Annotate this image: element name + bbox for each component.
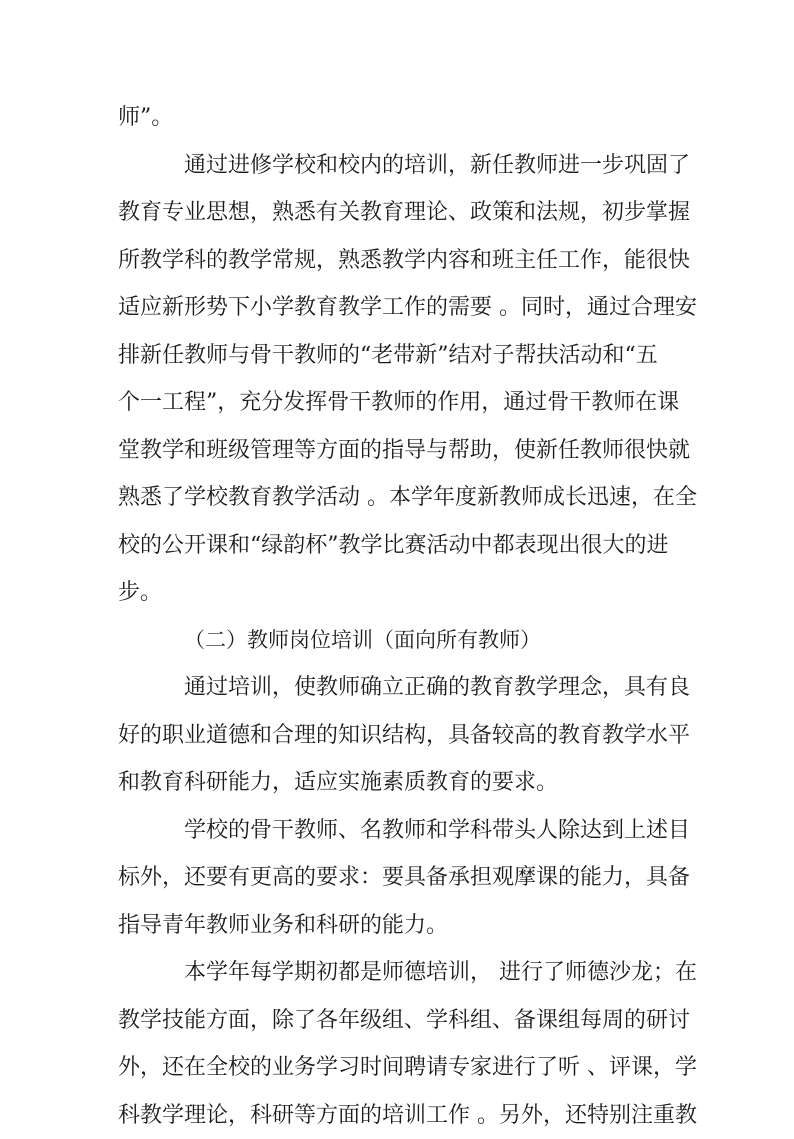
text-line: 师”。 xyxy=(118,94,674,142)
text-line: 教育专业思想，熟悉有关教育理论、政策和法规，初步掌握 xyxy=(118,189,674,237)
text-line: 好的职业道德和合理的知识结构，具备较高的教育教学水平 xyxy=(118,712,674,760)
paragraph-start: 本学年每学期初都是师德培训， 进行了师德沙龙；在 xyxy=(118,949,674,997)
text-line: 步。 xyxy=(118,569,674,617)
paragraph-start: 通过培训，使教师确立正确的教育教学理念，具有良 xyxy=(118,664,674,712)
paragraph-start: 学校的骨干教师、名教师和学科带头人除达到上述目 xyxy=(118,807,674,855)
text-line: 指导青年教师业务和科研的能力。 xyxy=(118,902,674,950)
text-line: 适应新形势下小学教育教学工作的需要 。同时，通过合理安 xyxy=(118,284,674,332)
text-line: 校的公开课和“绿韵杯”教学比赛活动中都表现出很大的进 xyxy=(118,522,674,570)
text-line: 个一工程”，充分发挥骨干教师的作用，通过骨干教师在课 xyxy=(118,379,674,427)
document-page xyxy=(118,94,674,1139)
text-line: 科教学理论，科研等方面的培训工作 。另外，还特别注重教 xyxy=(118,1092,674,1139)
text-line: 和教育科研能力，适应实施素质教育的要求。 xyxy=(118,759,674,807)
text-line: 所教学科的教学常规，熟悉教学内容和班主任工作，能很快 xyxy=(118,237,674,285)
text-line: 教学技能方面，除了各年级组、学科组、备课组每周的研讨 xyxy=(118,997,674,1045)
text-line: 标外，还要有更高的要求：要具备承担观摩课的能力，具备 xyxy=(118,854,674,902)
text-line: 外，还在全校的业务学习时间聘请专家进行了听 、评课，学 xyxy=(118,1044,674,1092)
paragraph-start: 通过进修学校和校内的培训，新任教师进一步巩固了 xyxy=(118,142,674,190)
text-line: 堂教学和班级管理等方面的指导与帮助，使新任教师很快就 xyxy=(118,427,674,475)
section-heading: （二）教师岗位培训（面向所有教师） xyxy=(118,617,674,665)
text-line: 排新任教师与骨干教师的“老带新”结对子帮扶活动和“五 xyxy=(118,332,674,380)
text-line: 熟悉了学校教育教学活动 。本学年度新教师成长迅速，在全 xyxy=(118,474,674,522)
